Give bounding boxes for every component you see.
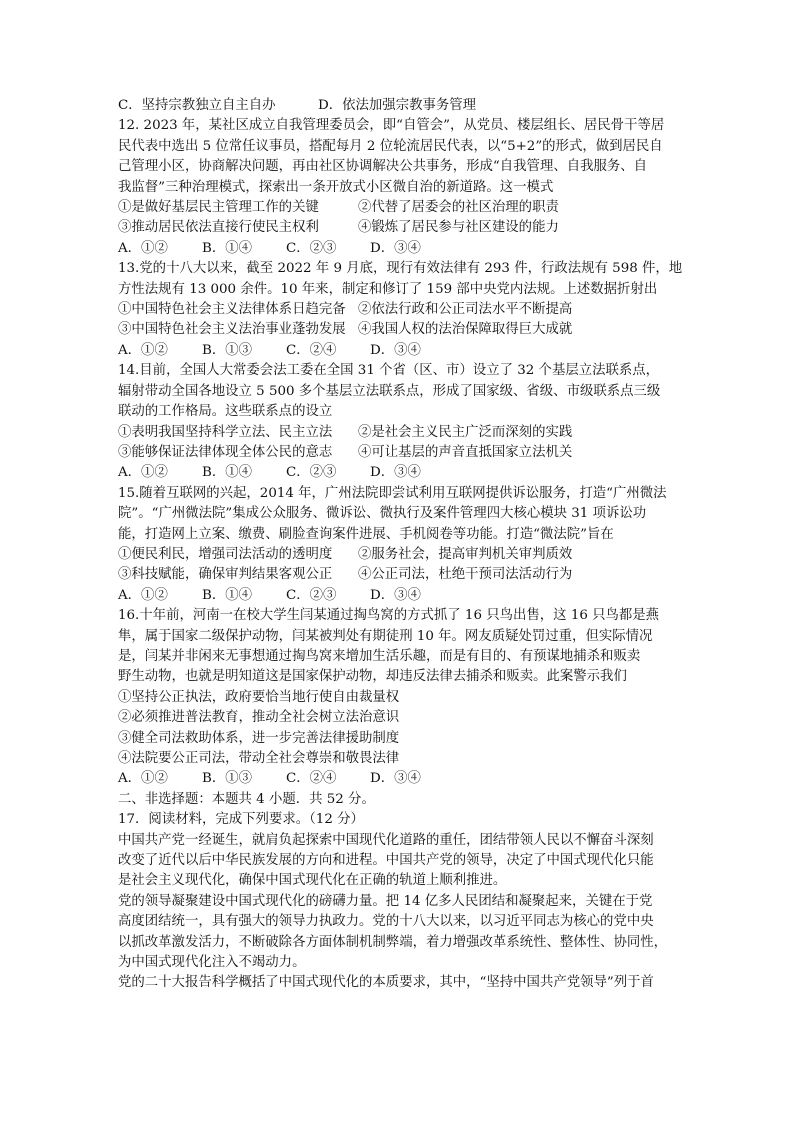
stem-line: 14.目前，全国人大常委会法工委在全国 31 个省（区、市）设立了 32 个基层立法联系点， (118, 363, 660, 379)
question-12 (118, 116, 684, 259)
statement-row (118, 565, 684, 585)
option-d: D．③④ (370, 587, 421, 603)
statement-3: ③科技赋能，确保审判结果客观公正 (118, 567, 333, 583)
statement-row (118, 443, 684, 463)
statement-1: ①表明我国坚持科学立法、民主立法 (118, 424, 333, 440)
statement-4: ④公正司法，杜绝干预司法活动行为 (358, 567, 573, 583)
option-a: A．①② (118, 465, 168, 481)
option-b: B．①④ (202, 587, 253, 603)
option-c: C．②④ (286, 771, 337, 787)
material-line: 党的二十大报告科学概括了中国式现代化的本质要求，其中，“坚持中国共产党领导”列于首 (118, 975, 654, 991)
stem-line: 12. 2023 年，某社区成立自我管理委员会，即“自管会”，从党员、楼层组长、居民骨干等居 (118, 118, 665, 134)
option-a: A．①② (118, 771, 168, 787)
stem-line: 院”。“广州微法院”集成公众服务、微诉讼、微执行及案件管理四大核心模块 31 项诉讼功 (118, 506, 647, 522)
question-13 (118, 259, 684, 361)
statement-4: ④可让基层的声音直抵国家立法机关 (358, 444, 573, 460)
option-d: D．依法加强宗教事务管理 (318, 98, 477, 113)
statement-2: ②是社会主义民主广泛而深刻的实践 (358, 424, 573, 440)
statement-4: ④锻炼了居民参与社区建设的能力 (358, 220, 559, 236)
stem-line: 方性法规有 13 000 余件。10 年来，制定和修订了 159 部中央党内法规。上述数据折射出 (118, 281, 658, 297)
statement-row (118, 218, 684, 238)
material-line: 改变了近代以后中华民族发展的方向和进程。中国共产党的领导，决定了中国式现代化只能 (118, 853, 654, 869)
section-heading: 二、非选择题：本题共 4 小题．共 52 分。 (118, 791, 375, 807)
stem-line: 13.党的十八大以来，截至 2022 年 9 月底，现行有效法律有 293 件，行政法规有 598 件，地 (118, 261, 683, 277)
option-b: B．①④ (202, 240, 253, 256)
stem-line: 己管理小区，协商解决问题，再由社区协调解决公共事务，形成“自我管理、自我服务、自 (118, 159, 648, 175)
statement-2: ②必须推进普法教育，推动全社会树立法治意识 (118, 710, 400, 726)
statement-1: ①中国特色社会主义法律体系日趋完备 (118, 302, 346, 318)
material-line: 党的领导凝聚建设中国式现代化的磅礴力量。把 14 亿多人民团结和凝聚起来，关键在于党 (118, 893, 653, 909)
statement-2: ②代替了居委会的社区治理的职责 (358, 200, 559, 216)
option-c: C．②③ (286, 465, 337, 481)
statement-4: ④法院要公正司法，带动全社会尊崇和敬畏法律 (118, 751, 400, 766)
option-c: C．②③ (286, 587, 337, 603)
statement-row (118, 545, 684, 565)
statement-3: ③健全司法救助体系，进一步完善法律援助制度 (118, 730, 400, 746)
question-16 (118, 606, 684, 790)
stem-line: 能，打造网上立案、缴费、刷脸查询案件进展、手机阅卷等功能。打造“微法院”旨在 (118, 526, 614, 542)
statement-row (118, 300, 684, 320)
option-b: B．①④ (202, 465, 253, 481)
question-17 (118, 810, 684, 994)
material-line: 高度团结统一，具有强大的领导力执政力。党的十八大以来，以习近平同志为核心的党中央 (118, 914, 654, 930)
material-line: 为中国式现代化注入不竭动力。 (118, 955, 306, 971)
question-title: 17．阅读材料，完成下列要求。（12 分） (118, 812, 364, 828)
prev-options (118, 96, 684, 116)
statement-3: ③中国特色社会主义法治事业蓬勃发展 (118, 322, 346, 338)
answer-options (118, 769, 684, 789)
option-c: C．②③ (286, 240, 337, 256)
statement-2: ②依法行政和公正司法水平不断提高 (358, 302, 573, 318)
material-line: 以抓改革激发活力，不断破除各方面体制机制弊端，着力增强改革系统性、整体性、协同性， (118, 934, 668, 950)
statement-3: ③能够保证法律体现全体公民的意志 (118, 444, 333, 460)
material-line: 是社会主义现代化，确保中国式现代化在正确的轨道上顺利推进。 (118, 873, 507, 889)
stem-line: 是，闫某并非闲来无事想通过掏鸟窝来增加生活乐趣，而是有目的、有预谋地捕杀和贩卖 (118, 648, 641, 664)
stem-line: 联动的工作格局。这些联系点的设立 (118, 404, 333, 420)
question-14 (118, 361, 684, 483)
option-a: A．①② (118, 240, 168, 256)
statement-row (118, 320, 684, 340)
stem-line: 15.随着互联网的兴起，2014 年，广州法院即尝试利用互联网提供诉讼服务，打造“广州微法 (118, 485, 667, 501)
stem-line: 辐射带动全国各地设立 5 500 多个基层立法联系点，形成了国家级、省级、市级联系点三级 (118, 383, 661, 399)
answer-options (118, 586, 684, 606)
stem-line: 16.十年前，河南一在校大学生闫某通过掏鸟窝的方式抓了 16 只鸟出售，这 16 只鸟都是燕 (118, 608, 660, 624)
statement-3: ③推动居民依法直接行使民主权利 (118, 220, 319, 236)
stem-line: 我监督”三种治理模式，探索出一条开放式小区微自治的新道路。这一模式 (118, 179, 554, 195)
option-d: D．③④ (370, 342, 421, 358)
stem-line: 民代表中选出 5 位常任议事员，搭配每月 2 位轮流居民代表，以“5+2”的形式，做到居民自 (118, 138, 663, 154)
statement-1: ①坚持公正执法，政府要恰当地行使自由裁量权 (118, 689, 400, 705)
statement-row (118, 423, 684, 443)
statement-1: ①便民利民，增强司法活动的透明度 (118, 546, 333, 562)
stem-line: 隼，属于国家二级保护动物，闫某被判处有期徒刑 10 年。网友质疑处罚过重，但实际情况 (118, 628, 653, 644)
statement-1: ①是做好基层民主管理工作的关键 (118, 200, 319, 216)
option-c: C．坚持宗教独立自主自办 (118, 98, 276, 113)
statement-4: ④我国人权的法治保障取得巨大成就 (358, 322, 573, 338)
option-d: D．③④ (370, 465, 421, 481)
option-d: D．③④ (370, 240, 421, 256)
option-a: A．①② (118, 342, 168, 358)
statement-row (118, 198, 684, 218)
option-b: B．①③ (202, 771, 253, 787)
question-15 (118, 484, 684, 606)
answer-options (118, 341, 684, 361)
option-b: B．①③ (202, 342, 253, 358)
option-d: D．③④ (370, 771, 421, 787)
option-a: A．①② (118, 587, 168, 603)
answer-options (118, 463, 684, 483)
option-c: C．②④ (286, 342, 337, 358)
statement-2: ②服务社会，提高审判机关审判质效 (358, 546, 573, 562)
material-line: 中国共产党一经诞生，就肩负起探索中国现代化道路的重任，团结带领人民以不懈奋斗深刻 (118, 832, 654, 848)
exam-page (118, 96, 684, 994)
stem-line: 野生动物，也就是明知道这是国家保护动物，却违反法律去捕杀和贩卖。此案警示我们 (118, 669, 627, 685)
answer-options (118, 239, 684, 259)
